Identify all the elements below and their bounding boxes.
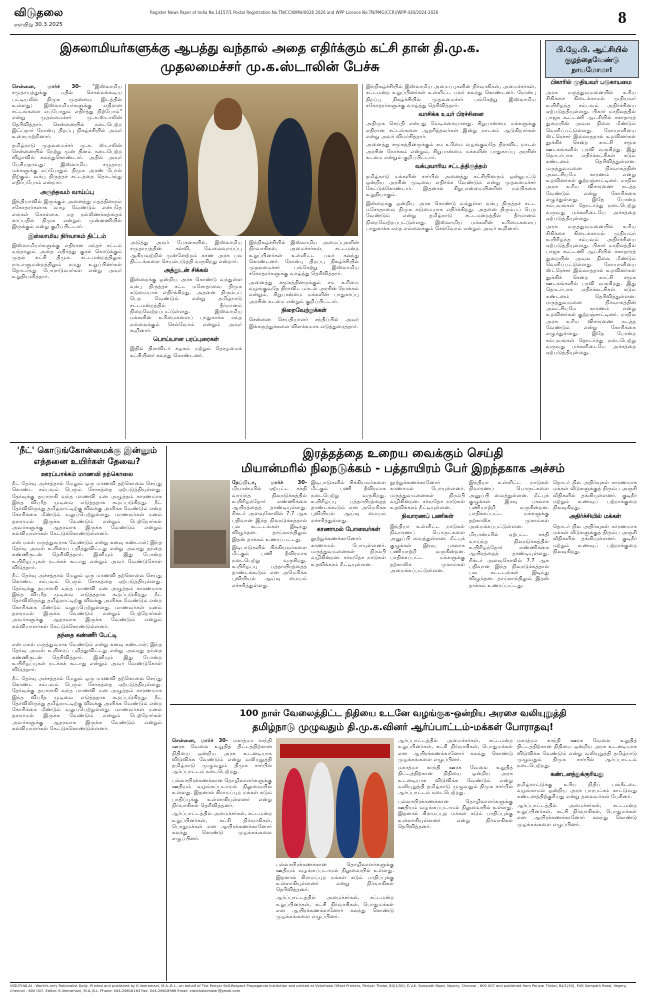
quake-para-1: மியான்மரில் ஏற்பட்ட சக்தி வாய்ந்த நிலநடுக்கத்தில் உயிரிழந்தோர் எண்ணிக்கை ஆயிரத்தைத் தாண்டியுள்ளது. ரிக்டர் அளவுகோலில் 7.7 ஆக பதிவான இந்த நிலநடுக்கத்தால் பல கட்டடங்கள் இடிந்து விழுந்தன. தாய்லாந்திலும் இதன் தாக்கம் உணரப்பட்டது.: [232, 486, 307, 543]
main-col4-subhead-2: வக்புவாரிய சட்டத்திருத்தம்: [415, 164, 487, 171]
main-para-2: தமிழ்நாடு முதலமைச்சர் மு.க. ஸ்டாலின் சென்னையில் நேற்று முன் தினம் நடைபெற்ற விழாவில் கலந்துகொண்டார். அதில் அவர் பேசியதாவது: இஸ்லாமிய சமுதாய மக்களுக்கு எப்போதும் திமுக அரண் போல் நிற்கும். வக்பு திருத்தச் சட்டத்தை தொடர்ந்து எதிர்ப்போம் என்றார்.: [12, 142, 122, 187]
protest-col3-para-1: ஆர்ப்பாட்டத்தில் அமைச்சர்கள், சட்டமன்ற உறுப்பினர்கள், கட்சி நிர்வாகிகள், பொதுமக்கள் என ஆயிரக்கணக்கானோர் கலந்து கொண்டு முழக்கங்களை எழுப்பினர்.: [398, 738, 513, 763]
main-col2-para-2: இன்றைக்கு ஒன்றிய அரசு கொண்டு வந்துள்ள வக்பு திருத்தச் சட்ட மசோதாவை திமுக கடுமையாக எதிர்க்கிறது. அதனை திரும்பப் பெற வேண்டும் என்று தமிழ்நாடு சட்டமன்றத்தில் தீர்மானம் நிறைவேற்றப்பட்டுள்ளது. இஸ்லாமிய மக்களின் உரிமைகளைப் பாதுகாக்க எந்த எல்லைக்கும் செல்வோம் என்றும் அவர் கூறினார்.: [130, 277, 242, 334]
main-story-column-4: [366, 84, 536, 439]
main-headline: [10, 40, 530, 77]
photo-person-right: [268, 118, 312, 236]
neet-para-1c: நீட் தேர்வு அச்சத்தால் மேலும் ஒரு மாணவி தற்கொலை செய்து கொண்ட சம்பவம் பெரும் சோகத்தை ஏற்படுத்தியுள்ளது. தேர்வுக்கு தயாராகி வந்த மாணவி மன அழுத்தம் காரணமாக இந்த விபரீத முடிவை எடுத்ததாக கூறப்படுகிறது. நீட் தேர்விலிருந்து தமிழ்நாட்டிற்கு விலக்கு அளிக்க வேண்டும் என்ற கோரிக்கை மீண்டும் வலுப்பெற்றுள்ளது. மாணவர்கள் மனம் தளராமல் இருக்க வேண்டும் என்றும் பெற்றோர்கள் அவர்களுக்கு ஆதரவாக இருக்க வேண்டும் என்றும் கல்வியாளர்கள் கேட்டுக்கொண்டுள்ளனர்.: [12, 573, 162, 630]
main-para-3: இந்தியாவில் இருக்கும் அனைத்து மதத்தினரும் சகோதரர்களாக வாழ வேண்டும் என்பதே எங்கள் கொள்கை. மத நல்லிணக்கத்தைக் காப்பதில் திமுக என்றும் முன்னணியில் இருக்கும் என்று குறிப்பிட்டார்.: [12, 199, 122, 231]
main-col3-para-2: அனைத்து சமூகத்தினருக்கும் சம உரிமை வழங்குவதே திராவிட மாடல் அரசின் நோக்கம் என்றும், சிறுபான்மை மக்களின் பாதுகாப்பு அரசின் கடமை என்றும் குறிப்பிட்டார்.: [249, 279, 359, 305]
side-subhead: பிகாரில் முதியவர் படுகாயமை: [550, 80, 632, 86]
footer-imprint: VIDUTHALAI - World's only Rationalist Daily -Printed and published by K.Veeramani, M.A.,B.L., on behalf of The Periyar Self-Respect Propaganda Institution and printed at Viduthalai Offset Printers, Periyar Thidal, 84/1(50), E.V.K. Sampath Road, Vepery, Chennai - 600 007 and published from Periyar Thidal, 84/1(50), EVK Sampath Road, Vepery, Chennai - 600 007. Editor: K.Veeramani, M.A.,B.L. Phone: 044-26618163 Fax: 044-26618966 Email: viduthalaimalar@gmail.com: [10, 984, 628, 993]
photo-person-far-right: [318, 132, 356, 236]
protest-para-2: பல்லாயிரக்கணக்கான தொழிலாளர்களுக்கு ஊதியம் வழங்கப்படாமல் நிலுவையில் உள்ளது. இதனால் கிராமப்புற மக்கள் கடும் பாதிப்புக்கு உள்ளாகியுள்ளனர் என்று நிர்வாகிகள் தெரிவித்தனர்.: [172, 777, 272, 809]
page-number: 8: [618, 8, 627, 27]
side-divider: [540, 40, 541, 440]
quake-col4-para-1: இந்தியா உள்ளிட்ட நாடுகள் நிவாரணப் பொருட்களை அனுப்பி வைத்துள்ளன. மீட்புக் குழுக்கள் இரவு பகலாக பணியாற்றி வருகின்றன. பாதிக்கப்பட்ட மக்களுக்கு தற்காலிக முகாம்கள் அமைக்கப்பட்டுள்ளன.: [469, 480, 549, 531]
main-col2-para-3: இதில் திராவிடர் கழகம் மற்றும் தோழமைக் கட்சியினர் கலந்து கொண்டனர்.: [130, 346, 242, 359]
quake-column-3: [390, 480, 465, 700]
main-subhead-2: இஸ்லாமிய நிர்வாகம் திட்டம்: [28, 233, 106, 240]
protest-column-3: [398, 738, 513, 978]
section-rule: [170, 704, 636, 705]
main-col4-subhead-1: வாசிக்க உயர் பிரச்சினை: [418, 112, 484, 119]
neet-subhead-2: தந்தை கண்ணீர் பேட்டி: [57, 632, 117, 639]
main-dateline: சென்னை, மார்ச் 30-: [12, 84, 81, 90]
main-col2-subhead-2: பொய்யான பரப்புரைகள்: [153, 337, 219, 344]
column-divider: [125, 84, 126, 439]
main-story-column-1: [12, 84, 122, 439]
protest-col3-para-2: மகாத்மா காந்தி ஊரக வேலை உறுதித் திட்டத்திற்கான நிதியை ஒன்றிய அரசு உடனடியாக விடுவிக்க வேண்டும் என்று வலியுறுத்தி தமிழ்நாடு முழுவதும் திமுக சார்பில் ஆர்ப்பாட்டம் நடைபெற்றது.: [398, 765, 513, 797]
main-col3-subhead-1: நிறைவேற்றுக்கள்: [281, 307, 327, 314]
protest-para-3: ஆர்ப்பாட்டத்தில் அமைச்சர்கள், சட்டமன்ற உறுப்பினர்கள், கட்சி நிர்வாகிகள், பொதுமக்கள் என ஆயிரக்கணக்கானோர் கலந்து கொண்டு முழக்கங்களை எழுப்பினர்.: [172, 811, 272, 843]
protest-col4-para-3: ஆர்ப்பாட்டத்தில் அமைச்சர்கள், சட்டமன்ற உறுப்பினர்கள், கட்சி நிர்வாகிகள், பொதுமக்கள் என ஆயிரக்கணக்கானோர் கலந்து கொண்டு முழக்கங்களை எழுப்பினர்.: [517, 802, 637, 828]
protest-column-4: [517, 738, 637, 978]
quake-col5-para-1: தொடர் நில அதிர்வுகள் காரணமாக மக்கள் வீடுகளுக்குத் திரும்ப அஞ்சி வீதிகளில் தங்கியுள்ளனர். குடிநீர் மற்றும் உணவுப் பற்றாக்குறை நிலவுகிறது.: [553, 480, 637, 512]
protest-headline-line1: 100 நாள் வேலைத்திட்ட நிதியை உடனே வழங்குக-ஒன்றிய அரசை வலியுறுத்தி: [239, 709, 567, 719]
quake-column-5: [553, 480, 637, 700]
protest-subhead-1: கண்டனத்துக்குரியது: [550, 772, 604, 779]
protest-col2-para-2: ஆர்ப்பாட்டத்தில் அமைச்சர்கள், சட்டமன்ற உறுப்பினர்கள், கட்சி நிர்வாகிகள், பொதுமக்கள் என ஆயிரக்கணக்கானோர் கலந்து கொண்டு முழக்கங்களை எழுப்பினர்.: [276, 895, 394, 921]
main-para-1: "இஸ்லாமிய சமுதாயத்துக்கு பதில் சொல்லக்கூடிய பட்டியலில் திமுக முதன்மை இடத்தில் உள்ளது; இஸ்லாமியர்களுக்கு எதிரான சட்டங்களை எப்போதும் எதிர்த்து நிற்போம்" என்று முதலமைச்சர் மு.க.ஸ்டாலின் தெரிவித்தார். சென்னையில் நடைபெற்ற இஃப்தார் நோன்பு திறப்பு நிகழ்ச்சியில் அவர் உரையாற்றினார்.: [12, 84, 122, 141]
protest-col4-para-2: தமிழ்நாட்டுக்கு உரிய நிதிப் பங்கீட்டை வழங்காமல் ஒன்றிய அரசு பாரபட்சம் காட்டுவது கண்டனத்திற்குரியது என்று தலைவர்கள் பேசினர்.: [517, 781, 637, 801]
protest-column-2: [276, 862, 394, 978]
quake-subhead-2: நிவாரணப் பணிகள்: [401, 514, 454, 521]
issue-date: ஞாயிறு 30.3.2025: [14, 22, 63, 28]
column-divider: [166, 446, 167, 981]
main-col2-para-1: அடுத்து அவர் பேசுகையில், இஸ்லாமிய சமுதாயத்தின் கல்வி, வேலைவாய்ப்பு ஆகியவற்றில் முன்னேற்றம் காண அரசு பல திட்டங்களை செயல்படுத்தி வருகிறது என்றார்.: [130, 240, 242, 265]
side-body-repeat: அரசு மருத்துவமனையில் உரிய சிகிச்சை கிடைக்காமல் முதியவர் உயிரிழந்த சம்பவம் அதிர்ச்சியை ஏற்படுத்தியுள்ளது. பிகார் மாநிலத்தில் பாஜக கூட்டணி ஆட்சியில் சுகாதாரத் துறையின் அவல நிலை மீண்டும் வெளிப்பட்டுள்ளது. நோயாளியை ஸ்ட்ரெச்சர் இல்லாததால் உறவினர்கள் தூக்கிச் சென்ற காட்சி சமூக ஊடகங்களில் பரவி வருகிறது. இது தொடர்பாக எதிர்க்கட்சிகள் கடும் கண்டனம் தெரிவித்துள்ளன. மருத்துவமனை நிர்வாகத்தின் அலட்சியமே காரணம் என்று உறவினர்கள் குற்றஞ்சாட்டினர். மாநில அரசு உரிய விசாரணை நடத்த வேண்டும் என்று கோரிக்கை எழுந்துள்ளது. இதே போன்ற சம்பவங்கள் தொடர்ந்து நடைபெற்று வருவது மக்களிடையே அச்சத்தை ஏற்படுத்தியுள்ளது.: [546, 224, 636, 357]
main-story-photo: [128, 84, 358, 236]
masthead: [0, 0, 645, 38]
side-body: அரசு மருத்துவமனையில் உரிய சிகிச்சை கிடைக்காமல் முதியவர் உயிரிழந்த சம்பவம் அதிர்ச்சியை ஏற்படுத்தியுள்ளது. பிகார் மாநிலத்தில் பாஜக கூட்டணி ஆட்சியில் சுகாதாரத் துறையின் அவல நிலை மீண்டும் வெளிப்பட்டுள்ளது. நோயாளியை ஸ்ட்ரெச்சர் இல்லாததால் உறவினர்கள் தூக்கிச் சென்ற காட்சி சமூக ஊடகங்களில் பரவி வருகிறது. இது தொடர்பாக எதிர்க்கட்சிகள் கடும் கண்டனம் தெரிவித்துள்ளன. மருத்துவமனை நிர்வாகத்தின் அலட்சியமே காரணம் என்று உறவினர்கள் குற்றஞ்சாட்டினர். மாநில அரசு உரிய விசாரணை நடத்த வேண்டும் என்று கோரிக்கை எழுந்துள்ளது. இதே போன்ற சம்பவங்கள் தொடர்ந்து நடைபெற்று வருவது மக்களிடையே அச்சத்தை ஏற்படுத்தியுள்ளது.: [546, 90, 636, 222]
main-col4-para-1: அதிமுக செய்தி என்பது வேடிக்கையானது. சிறுபான்மை மக்களுக்கு எதிரான சட்டங்களை ஆதரித்தவர்கள் இன்று நாடகம் ஆடுகிறார்கள் என்று அவர் விமர்சித்தார்.: [366, 121, 536, 141]
registration-line: Register News Paper of India No.14157/1 Postal Registration No.TN/CC/WMH/0026 2026 and WPP Licence No.TN/PMG(CCR)/WPP-430/2024-2026: [150, 10, 439, 15]
quake-col5-para-2: தொடர் நில அதிர்வுகள் காரணமாக மக்கள் வீடுகளுக்குத் திரும்ப அஞ்சி வீதிகளில் தங்கியுள்ளனர். குடிநீர் மற்றும் உணவுப் பற்றாக்குறை நிலவுகிறது.: [553, 523, 637, 555]
protest-headline: [170, 708, 636, 734]
side-story-headline-box: [545, 40, 639, 78]
quake-headline: [170, 446, 636, 476]
neet-body: [12, 481, 162, 981]
paper-name: விடுதலை: [14, 6, 64, 19]
section-rule: [10, 442, 636, 443]
quake-dateline: நேப்பிடா, மார்ச் 30-: [232, 480, 307, 486]
side-headline-top: பி.ஜே.பி. ஆட்சியில்: [556, 45, 628, 54]
protest-photo: [276, 738, 394, 858]
neet-subhead: ஊரப்பாக்கம் மாணவி தற்கொலை: [40, 471, 134, 478]
quake-col4-para-2: மியான்மரில் ஏற்பட்ட சக்தி வாய்ந்த நிலநடுக்கத்தில் உயிரிழந்தோர் எண்ணிக்கை ஆயிரத்தைத் தாண்டியுள்ளது. ரிக்டர் அளவுகோலில் 7.7 ஆக பதிவான இந்த நிலநடுக்கத்தால் பல கட்டடங்கள் இடிந்து விழுந்தன. தாய்லாந்திலும் இதன் தாக்கம் உணரப்பட்டது.: [469, 532, 549, 589]
quake-subhead-1: காணாமல் போனவர்கள்: [316, 527, 381, 534]
quake-col2-para-2: நூற்றுக்கணக்கானோர் காணாமல் போயுள்ளனர். மருத்துவமனைகள் நிரம்பி வழிகின்றன. சர்வதேச நாடுகள் உதவிக்கரம் நீட்டியுள்ளன.: [311, 536, 386, 568]
main-col4-para-2b: இன்றைக்கு ஒன்றிய அரசு கொண்டு வந்துள்ள வக்பு திருத்தச் சட்ட மசோதாவை திமுக கடுமையாக எதிர்க்கிறது. அதனை திரும்பப் பெற வேண்டும் என்று தமிழ்நாடு சட்டமன்றத்தில் தீர்மானம் நிறைவேற்றப்பட்டுள்ளது. இஸ்லாமிய மக்களின் உரிமைகளைப் பாதுகாக்க எந்த எல்லைக்கும் செல்வோம் என்றும் அவர் கூறினார்.: [366, 200, 536, 232]
neet-para-1: நீட் தேர்வு அச்சத்தால் மேலும் ஒரு மாணவி தற்கொலை செய்து கொண்ட சம்பவம் பெரும் சோகத்தை ஏற்படுத்தியுள்ளது. தேர்வுக்கு தயாராகி வந்த மாணவி மன அழுத்தம் காரணமாக இந்த விபரீத முடிவை எடுத்ததாக கூறப்படுகிறது. நீட் தேர்விலிருந்து தமிழ்நாட்டிற்கு விலக்கு அளிக்க வேண்டும் என்ற கோரிக்கை மீண்டும் வலுப்பெற்றுள்ளது. மாணவர்கள் மனம் தளராமல் இருக்க வேண்டும் என்றும் பெற்றோர்கள் அவர்களுக்கு ஆதரவாக இருக்க வேண்டும் என்றும் கல்வியாளர்கள் கேட்டுக்கொண்டுள்ளனர்.: [12, 481, 162, 538]
quake-headline-line2: மியான்மரில் நிலநடுக்கம் - பத்தாயிரம் பேர் இறந்தகாக அச்சம்: [241, 461, 565, 475]
main-story-column-2: [130, 240, 242, 439]
column-divider: [362, 84, 363, 439]
quake-column-1: [232, 480, 307, 700]
protest-column-1: [172, 738, 272, 978]
quake-subhead-3: அதிர்ச்சியில் மக்கள்: [568, 514, 622, 521]
protest-col3-para-3: பல்லாயிரக்கணக்கான தொழிலாளர்களுக்கு ஊதியம் வழங்கப்படாமல் நிலுவையில் உள்ளது. இதனால் கிராமப்புற மக்கள் கடும் பாதிப்புக்கு உள்ளாகியுள்ளனர் என்று நிர்வாகிகள் தெரிவித்தனர்.: [398, 798, 513, 830]
quake-column-2: [311, 480, 386, 700]
main-col4-para-2: தமிழ்நாடு மக்களின் சார்பில் அனைத்து கட்சியினரும் ஒன்றுபட்டு ஒன்றிய அரசின் முடிவை எதிர்க்க வேண்டும் என்று முதலமைச்சர் கேட்டுக்கொண்டார். இதனால் சிறுபான்மையினரின் நம்பிக்கை உறுதியாகும்.: [366, 173, 536, 199]
neet-para-2: என் மகள் மருத்துவராக வேண்டும் என்று கனவு கண்டாள்; இந்த தேர்வு அவள் உயிரைப் பறித்துவிட்டது என்று அவரது தந்தை கண்ணீருடன் தெரிவித்தார். இனியும் இது போன்ற உயிரிழப்புகள் நடக்கக் கூடாது என்றும் அவர் வேண்டுகோள் விடுத்தார்.: [12, 642, 162, 674]
protest-person-2: [308, 762, 334, 858]
protest-person-3: [336, 766, 360, 858]
quake-photo: [170, 480, 230, 568]
neet-para-2b: நீட் தேர்வு அச்சத்தால் மேலும் ஒரு மாணவி தற்கொலை செய்து கொண்ட சம்பவம் பெரும் சோகத்தை ஏற்படுத்தியுள்ளது. தேர்வுக்கு தயாராகி வந்த மாணவி மன அழுத்தம் காரணமாக இந்த விபரீத முடிவை எடுத்ததாக கூறப்படுகிறது. நீட் தேர்விலிருந்து தமிழ்நாட்டிற்கு விலக்கு அளிக்க வேண்டும் என்ற கோரிக்கை மீண்டும் வலுப்பெற்றுள்ளது. மாணவர்கள் மனம் தளராமல் இருக்க வேண்டும் என்றும் பெற்றோர்கள் அவர்களுக்கு ஆதரவாக இருக்க வேண்டும் என்றும் கல்வியாளர்கள் கேட்டுக்கொண்டுள்ளனர்.: [12, 675, 162, 732]
protest-person-4: [362, 772, 388, 858]
quake-column-4: [469, 480, 549, 700]
main-col3-para-1: இந்நிகழ்ச்சியில் இஸ்லாமிய அமைப்புகளின் நிர்வாகிகள், அமைச்சர்கள், சட்டமன்ற உறுப்பினர்கள் உள்ளிட்ட பலர் கலந்து கொண்டனர். நோன்பு திறப்பு நிகழ்ச்சியில் முதலமைச்சர் பங்கேற்று இஸ்லாமிய சகோதரர்களுக்கு வாழ்த்து தெரிவித்தார்.: [249, 240, 359, 278]
main-col4-intro: இந்நிகழ்ச்சியில் இஸ்லாமிய அமைப்புகளின் நிர்வாகிகள், அமைச்சர்கள், சட்டமன்ற உறுப்பினர்கள் உள்ளிட்ட பலர் கலந்து கொண்டனர். நோன்பு திறப்பு நிகழ்ச்சியில் முதலமைச்சர் பங்கேற்று இஸ்லாமிய சகோதரர்களுக்கு வாழ்த்து தெரிவித்தார்.: [366, 84, 536, 109]
quake-col3-para-1: நூற்றுக்கணக்கானோர் காணாமல் போயுள்ளனர். மருத்துவமனைகள் நிரம்பி வழிகின்றன. சர்வதேச நாடுகள் உதவிக்கரம் நீட்டியுள்ளன.: [390, 480, 465, 512]
neet-headline: 'நீட்' கொடுங்கோன்மைக்கு இன்னும் எத்தனை உயிர்கள் தேவை?: [16, 446, 158, 467]
main-headline-line2: முதலமைச்சர் மு.க.ஸ்டாலின் பேச்சு: [160, 59, 380, 75]
photo-person-left: [142, 124, 188, 236]
protest-para-1: மகாத்மா காந்தி ஊரக வேலை உறுதித் திட்டத்திற்கான நிதியை ஒன்றிய அரசு உடனடியாக விடுவிக்க வேண்டும் என்று வலியுறுத்தி தமிழ்நாடு முழுவதும் திமுக சார்பில் ஆர்ப்பாட்டம் நடைபெற்றது.: [172, 738, 272, 776]
main-story-column-3: [249, 240, 359, 439]
footer-rule: [10, 982, 636, 983]
quake-headline-line1: இரத்தத்தை உறைய வைக்கும் செய்தி: [302, 446, 504, 460]
protest-person-1: [282, 768, 306, 858]
quake-para-2: இடிபாடுகளில் சிக்கியவர்களை மீட்கும் பணி தீவிரமாக நடைபெற்று வருகிறது. உயிரிழப்பு பத்தாயிரத்தைத் தாண்டக்கூடும் என அமெரிக்க புவியியல் ஆய்வு மையம் எச்சரித்துள்ளது.: [232, 544, 307, 589]
main-col2-subhead-1: அத்துடன் சிக்கல்: [163, 268, 209, 275]
quake-rubble: [174, 530, 226, 564]
main-col4-para-1b: அனைத்து சமூகத்தினருக்கும் சம உரிமை வழங்குவதே திராவிட மாடல் அரசின் நோக்கம் என்றும், சிறுபான்மை மக்களின் பாதுகாப்பு அரசின் கடமை என்றும் குறிப்பிட்டார்.: [366, 142, 536, 161]
quake-col2-para-1: இடிபாடுகளில் சிக்கியவர்களை மீட்கும் பணி தீவிரமாக நடைபெற்று வருகிறது. உயிரிழப்பு பத்தாயிரத்தைத் தாண்டக்கூடும் என அமெரிக்க புவியியல் ஆய்வு மையம் எச்சரித்துள்ளது.: [311, 480, 386, 524]
photo-person-center-face: [214, 98, 242, 130]
main-subhead-1: அருந்தவம் வாய்ப்பு: [40, 189, 94, 196]
protest-headline-line2: தமிழ்நாடு முழுவதும் தி.மு.க.வினர் ஆர்ப்பாட்டம்-மக்கள் போராதவு!: [252, 722, 554, 733]
protest-banner: [280, 744, 390, 758]
protest-col2-para-1: பல்லாயிரக்கணக்கான தொழிலாளர்களுக்கு ஊதியம் வழங்கப்படாமல் நிலுவையில் உள்ளது. இதனால் கிராமப்புற மக்கள் கடும் பாதிப்புக்கு உள்ளாகியுள்ளனர் என்று நிர்வாகிகள் தெரிவித்தனர்.: [276, 862, 394, 894]
side-story-body: [546, 90, 636, 438]
column-divider: [245, 240, 246, 439]
main-col3-para-3: சென்னை செய்தியாளர் சந்திப்பில் அவர் இக்கருத்துக்களை விளக்கமாக எடுத்துரைத்தார்.: [249, 317, 359, 330]
main-headline-line1: இசுலாமியர்களுக்கு ஆபத்து வந்தால் அதை எதிர்க்கும் கட்சி தான் தி.மு.க.: [60, 40, 480, 55]
quake-col3-para-2: இந்தியா உள்ளிட்ட நாடுகள் நிவாரணப் பொருட்களை அனுப்பி வைத்துள்ளன. மீட்புக் குழுக்கள் இரவு பகலாக பணியாற்றி வருகின்றன. பாதிக்கப்பட்ட மக்களுக்கு தற்காலிக முகாம்கள் அமைக்கப்பட்டுள்ளன.: [390, 523, 465, 574]
main-para-4: இஸ்லாமியர்களுக்கு எதிரான எந்தச் சட்டம் வந்தாலும் அதை எதிர்த்து குரல் கொடுக்கும் முதல் கட்சி திமுக. சட்டமன்றத்திலும் நாடாளுமன்றத்திலும் நமது உறுப்பினர்கள் தொடர்ந்து போராடுவார்கள் என்று அவர் உறுதியளித்தார்.: [12, 242, 122, 281]
side-headline-bottom: குழந்தைவேண்டு நாயமோமா!: [564, 56, 620, 74]
protest-col4-para-1: மகாத்மா காந்தி ஊரக வேலை உறுதித் திட்டத்திற்கான நிதியை ஒன்றிய அரசு உடனடியாக விடுவிக்க வேண்டும் என்று வலியுறுத்தி தமிழ்நாடு முழுவதும் திமுக சார்பில் ஆர்ப்பாட்டம் நடைபெற்றது.: [517, 738, 637, 770]
protest-dateline: சென்னை, மார்ச் 30-: [172, 738, 228, 744]
masthead-rule: [10, 34, 636, 35]
neet-para-1b: என் மகள் மருத்துவராக வேண்டும் என்று கனவு கண்டாள்; இந்த தேர்வு அவள் உயிரைப் பறித்துவிட்டது என்று அவரது தந்தை கண்ணீருடன் தெரிவித்தார். இனியும் இது போன்ற உயிரிழப்புகள் நடக்கக் கூடாது என்றும் அவர் வேண்டுகோள் விடுத்தார்.: [12, 539, 162, 571]
